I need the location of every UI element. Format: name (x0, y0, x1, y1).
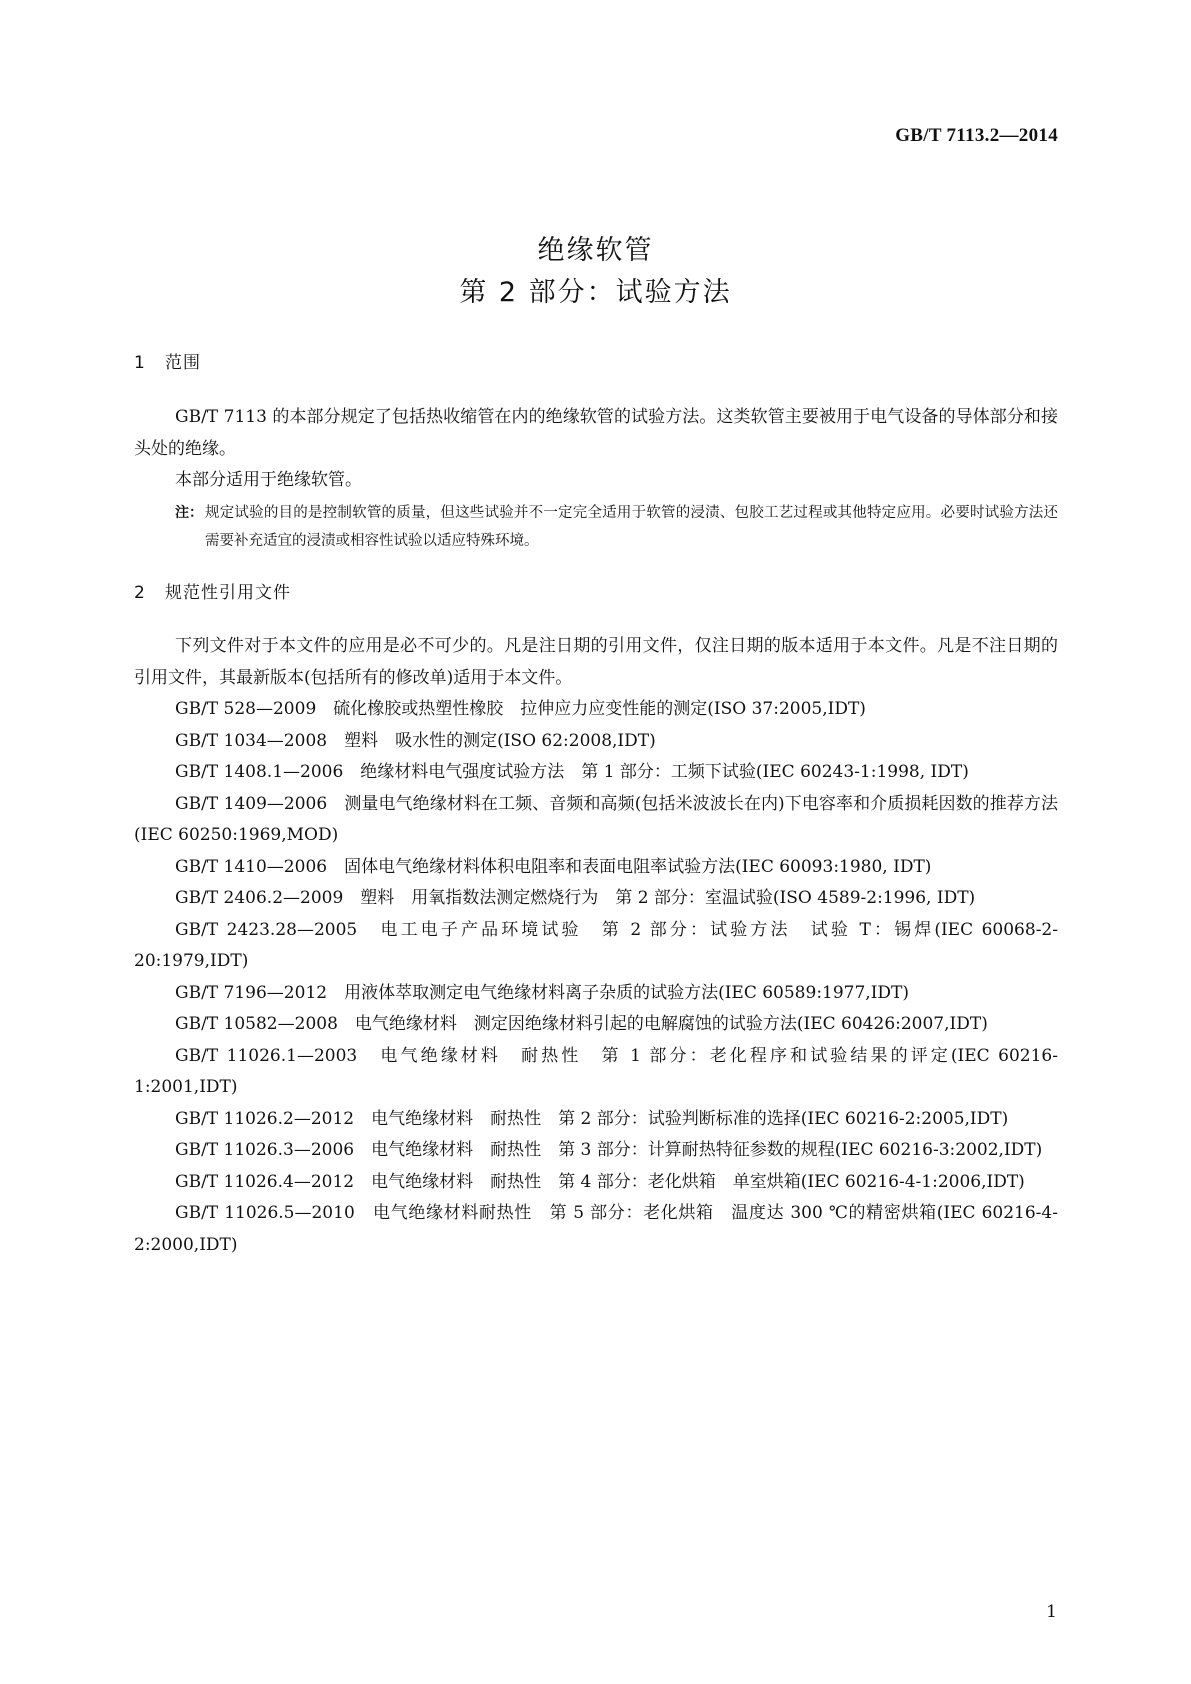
reference-item: GB/T 11026.5—2010 电气绝缘材料耐热性 第 5 部分：老化烘箱 温度达 300 ℃的精密烘箱(IEC 60216-4-2:2000,IDT) (134, 1203, 1058, 1255)
paragraph: GB/T 7113 的本部分规定了包括热收缩管在内的绝缘软管的试验方法。这类软管主要被用于电气设备的导体部分和接头处的绝缘。 (134, 407, 1058, 459)
reference-item: GB/T 1034—2008 塑料 吸水性的测定(ISO 62:2008,IDT) (175, 730, 656, 751)
section-1-body (134, 402, 1058, 555)
reference-item: GB/T 1409—2006 测量电气绝缘材料在工频、音频和高频(包括米波波长在内)下电容率和介质损耗因数的推荐方法(IEC 60250:1969,MOD) (134, 793, 1058, 845)
section-title: 范围 (165, 353, 201, 373)
intro-paragraph: 下列文件对于本文件的应用是必不可少的。凡是注日期的引用文件，仅注日期的版本适用于本文件。凡是不注日期的引用文件，其最新版本(包括所有的修改单)适用于本文件。 (134, 636, 1058, 688)
reference-item: GB/T 7196—2012 用液体萃取测定电气绝缘材料离子杂质的试验方法(IEC 60589:1977,IDT) (175, 982, 910, 1003)
standard-code: GB/T 7113.2—2014 (895, 125, 1058, 146)
reference-item: GB/T 2423.28—2005 电工电子产品环境试验 第 2 部分：试验方法 试验 T：锡焊(IEC 60068-2-20:1979,IDT) (134, 919, 1058, 971)
reference-item: GB/T 1408.1—2006 绝缘材料电气强度试验方法 第 1 部分：工频下试验(IEC 60243-1:1998, IDT) (175, 762, 969, 782)
page-number: 1 (1046, 1602, 1057, 1622)
section-2-body (134, 631, 1058, 1261)
document-title: 绝缘软管 (537, 235, 654, 266)
note (134, 499, 1058, 555)
note-text: 规定试验的目的是控制软管的质量，但这些试验并不一定完全适用于软管的浸渍、包胶工艺过程或其他特定应用。必要时试验方法还需要补充适宜的浸渍或相容性试验以适应特殊环境。 (205, 504, 1058, 549)
reference-item: GB/T 2406.2—2009 塑料 用氧指数法测定燃烧行为 第 2 部分：室温试验(ISO 4589-2:1996, IDT) (175, 888, 976, 908)
reference-item: GB/T 11026.3—2006 电气绝缘材料 耐热性 第 3 部分：计算耐热特征参数的规程(IEC 60216-3:2002,IDT) (175, 1140, 1043, 1160)
reference-item: GB/T 10582—2008 电气绝缘材料 测定因绝缘材料引起的电解腐蚀的试验方法(IEC 60426:2007,IDT) (175, 1014, 988, 1034)
section-2-heading (134, 578, 291, 603)
reference-item: GB/T 11026.1—2003 电气绝缘材料 耐热性 第 1 部分：老化程序和试验结果的评定(IEC 60216-1:2001,IDT) (134, 1045, 1058, 1097)
section-number: 1 (134, 353, 146, 373)
document-subtitle: 第 2 部分：试验方法 (459, 277, 732, 308)
section-title: 规范性引用文件 (165, 583, 291, 603)
section-number: 2 (134, 583, 146, 603)
reference-item: GB/T 11026.2—2012 电气绝缘材料 耐热性 第 2 部分：试验判断标准的选择(IEC 60216-2:2005,IDT) (175, 1108, 1009, 1129)
note-label: 注： (175, 504, 203, 521)
reference-item: GB/T 528—2009 硫化橡胶或热塑性橡胶 拉伸应力应变性能的测定(ISO 37:2005,IDT) (175, 699, 866, 719)
reference-item: GB/T 11026.4—2012 电气绝缘材料 耐热性 第 4 部分：老化烘箱 单室烘箱(IEC 60216-4-1:2006,IDT) (175, 1171, 1025, 1192)
paragraph: 本部分适用于绝缘软管。 (175, 470, 362, 490)
reference-item: GB/T 1410—2006 固体电气绝缘材料体积电阻率和表面电阻率试验方法(IEC 60093:1980, IDT) (175, 856, 932, 877)
section-1-heading (134, 348, 201, 373)
